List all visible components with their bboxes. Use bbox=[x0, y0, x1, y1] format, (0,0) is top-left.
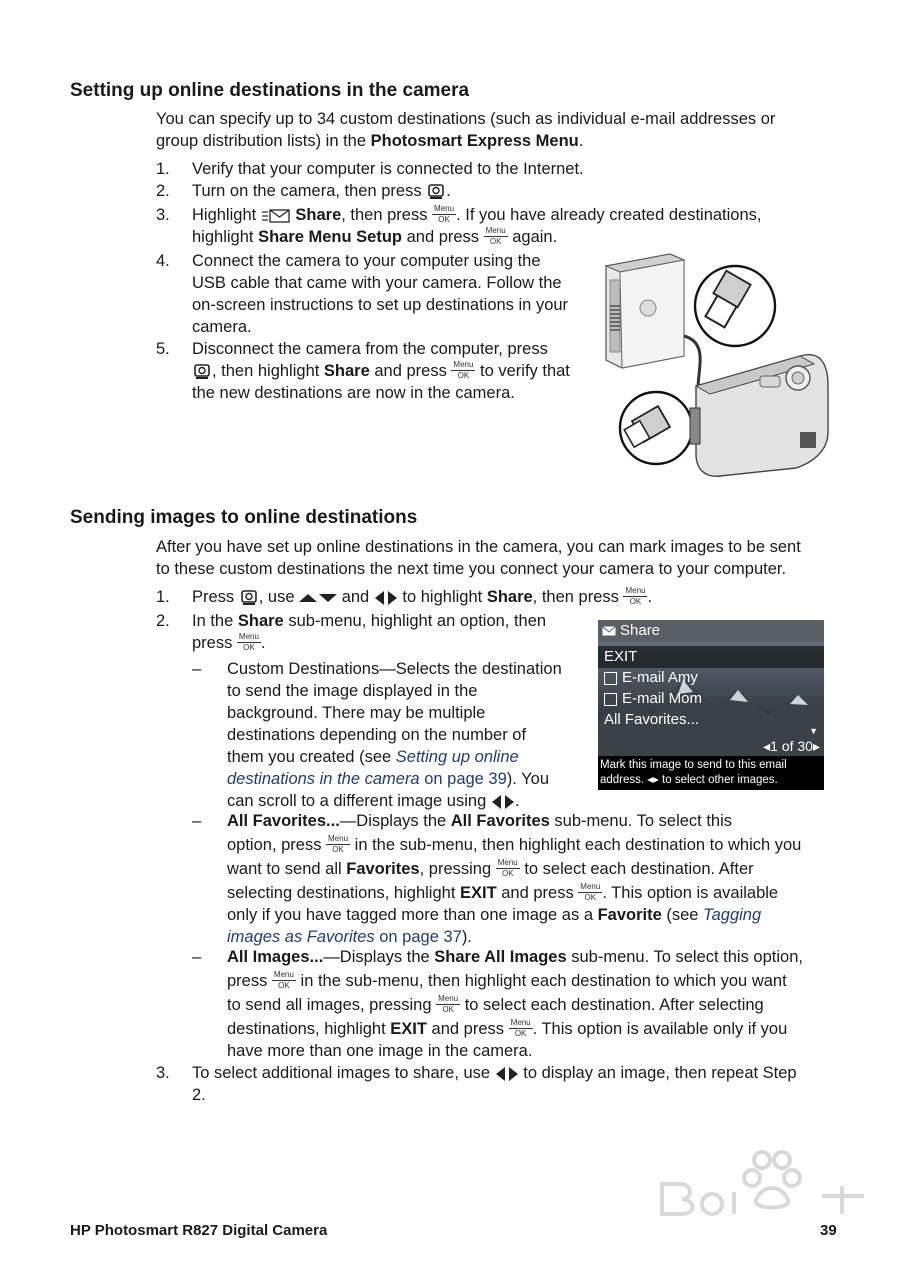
step-text: Turn on the camera, then press . bbox=[192, 182, 451, 200]
all-favorites-text: All Favorites...—Displays the All Favorites sub-menu. To select this option, press Menu OK in the sub-menu, then highlight each destination to which you want to send all Favorites, pressing Menu OK to select each destination. After selecting destinations, highlight EXIT and press Menu OK . This option is available only if you have tagged more than one image as a Favorite (see Tagging images as Favorites on page 37). bbox=[227, 812, 802, 946]
scroll-down-icon: ▼ bbox=[809, 726, 818, 736]
screen-item-all-favorites[interactable]: All Favorites... bbox=[604, 711, 700, 728]
up-down-arrows-icon bbox=[299, 591, 337, 605]
screen-item-email-amy[interactable]: E-mail Amy bbox=[604, 668, 698, 688]
screen-header bbox=[598, 620, 824, 642]
screen-item-exit[interactable]: EXIT bbox=[604, 648, 638, 665]
step-number: 1. bbox=[156, 588, 170, 606]
photosmart-express-icon bbox=[426, 183, 446, 201]
menu-ok-icon: Menu OK bbox=[273, 969, 294, 990]
left-right-arrows-icon bbox=[495, 1066, 519, 1082]
custom-destinations-text: Custom Destinations—Selects the destination to send the image displayed in the background. There may be multiple destinations depending on the number of them you created (see Setting up online destinations in the camera on page 39). You can scroll to a different image using . bbox=[227, 660, 562, 810]
camera-share-screen bbox=[598, 620, 824, 790]
left-right-arrows-icon bbox=[491, 794, 515, 810]
menu-ok-icon: Menu OK bbox=[453, 359, 474, 380]
left-right-arrows-icon bbox=[374, 590, 398, 606]
link-tagging-cont[interactable]: images as Favorites on page 37 bbox=[227, 928, 462, 946]
sending-intro: After you have set up online destinations in the camera, you can mark images to be sent to these custom destinations the next time you connect your camera to your computer. bbox=[156, 538, 801, 578]
checkbox-icon bbox=[604, 672, 617, 685]
menu-ok-icon: Menu OK bbox=[485, 225, 506, 246]
menu-ok-icon: Menu OK bbox=[497, 857, 518, 878]
menu-ok-icon: Menu OK bbox=[510, 1017, 531, 1038]
share-envelope-icon bbox=[602, 626, 616, 636]
section-heading-sending: Sending images to online destinations bbox=[70, 507, 418, 528]
step-number: 3. bbox=[156, 1064, 170, 1082]
screen-footer: Mark this image to send to this email address. ◂▸ to select other images. bbox=[598, 756, 824, 790]
step-text: Disconnect the camera from the computer, press , then highlight Share and press Menu OK to verify that the new destinations are now in the camera. bbox=[192, 340, 570, 402]
step-text: In the Share sub-menu, highlight an option, then press Menu OK . bbox=[192, 612, 547, 652]
bullet-dash: – bbox=[192, 948, 202, 966]
step-text: Connect the camera to your computer using the USB cable that came with your camera. Follow the on-screen instructions to set up destinations in your camera. bbox=[192, 252, 569, 336]
step-number: 5. bbox=[156, 340, 170, 358]
menu-ok-icon: Menu OK bbox=[625, 585, 646, 606]
camera-computer-illustration bbox=[600, 236, 830, 480]
footer-product-name: HP Photosmart R827 Digital Camera bbox=[70, 1222, 328, 1239]
photosmart-express-icon bbox=[239, 589, 259, 607]
checkbox-icon bbox=[604, 693, 617, 706]
bullet-dash: – bbox=[192, 660, 202, 678]
screen-item-email-mom[interactable]: E-mail Mom bbox=[604, 689, 702, 709]
step-number: 1. bbox=[156, 160, 170, 178]
page-number: 39 bbox=[820, 1222, 837, 1239]
menu-ok-icon: Menu OK bbox=[438, 993, 459, 1014]
menu-ok-icon: Menu OK bbox=[580, 881, 601, 902]
all-images-text: All Images...—Displays the Share All Images sub-menu. To select this option, press Menu OK in the sub-menu, then highlight each destination to which you want to send all images, pressing Menu OK to select each destination. After selecting destinations, highlight EXIT and press Menu OK . This option is available only if you have more than one image in the camera. bbox=[227, 948, 803, 1060]
step-text: Press , use and to highlight Share, then press Menu OK . bbox=[192, 585, 653, 606]
step-text: To select additional images to share, use to display an image, then repeat Step 2. bbox=[192, 1064, 797, 1104]
section-heading-setup: Setting up online destinations in the camera bbox=[70, 80, 470, 101]
link-tagging[interactable]: Tagging bbox=[703, 906, 762, 924]
link-setting-up[interactable]: Setting up online bbox=[395, 748, 519, 766]
bullet-dash: – bbox=[192, 812, 202, 830]
setup-intro: You can specify up to 34 custom destinations (such as individual e-mail addresses or group distribution lists) in the Photosmart Express Menu. bbox=[156, 110, 776, 150]
step-number: 4. bbox=[156, 252, 170, 270]
photosmart-express-icon bbox=[192, 363, 212, 381]
step-number: 2. bbox=[156, 612, 170, 630]
image-counter: ◂1 of 30▸ bbox=[763, 738, 820, 754]
screen-title: Share bbox=[620, 622, 661, 639]
menu-ok-icon: Menu OK bbox=[238, 631, 259, 652]
link-setting-up-cont[interactable]: destinations in the camera on page 39 bbox=[227, 770, 507, 788]
step-number: 3. bbox=[156, 206, 170, 224]
step-text: Verify that your computer is connected to the Internet. bbox=[192, 160, 584, 178]
menu-ok-icon: Menu OK bbox=[328, 833, 349, 854]
step-number: 2. bbox=[156, 182, 170, 200]
share-envelope-icon bbox=[261, 208, 291, 224]
baidu-watermark-logo bbox=[652, 1140, 872, 1250]
menu-ok-icon: Menu OK bbox=[434, 203, 455, 224]
step-text: Highlight Share, then press Menu OK . If you have already created destinations, highlight Share Menu Setup and press Menu OK again. bbox=[192, 203, 762, 246]
